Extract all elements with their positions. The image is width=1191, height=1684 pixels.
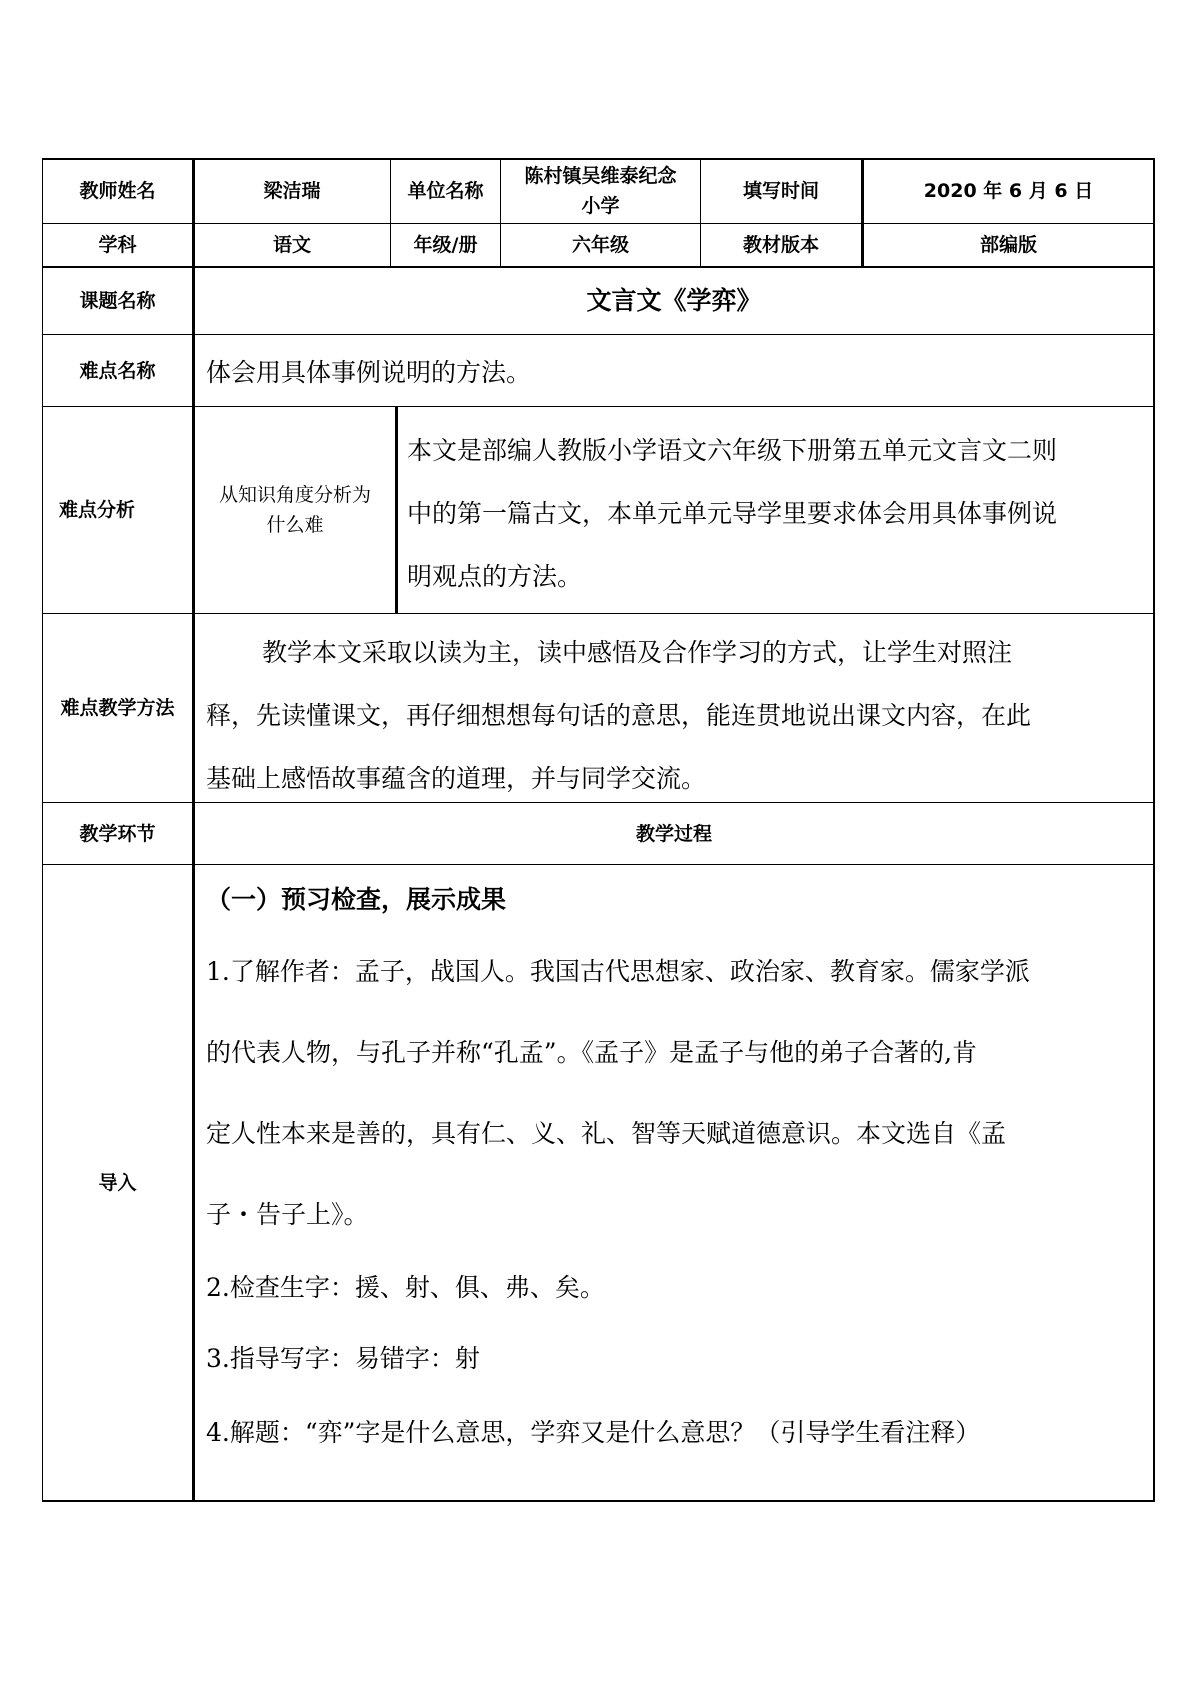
subject-value: 语文 — [272, 234, 311, 256]
intro-text-line: 4.解题：“弈”字是什么意思，学弈又是什么意思？（引导学生看注释） — [206, 1418, 981, 1447]
table-rule — [1153, 158, 1155, 1502]
analysis-sub-label-line: 从知识角度分析为 — [218, 484, 371, 506]
intro-text-line: 的代表人物，与孔子并称“孔孟”。《孟子》是孟子与他的弟子合著的,肯 — [206, 1038, 978, 1067]
teacher-name-label: 教师姓名 — [79, 180, 156, 202]
method-text-line: 教学本文采取以读为主，读中感悟及合作学习的方式，让学生对照注 — [262, 638, 1013, 667]
unit-name-value — [501, 159, 700, 223]
intro-text-line: 子・告子上》。 — [206, 1200, 369, 1229]
analysis-text-line: 明观点的方法。 — [407, 562, 583, 591]
intro-label: 导入 — [98, 1171, 137, 1194]
difficulty-value: 体会用具体事例说明的方法。 — [206, 357, 532, 387]
difficulty-label: 难点名称 — [79, 359, 156, 382]
grade-label: 年级/册 — [413, 234, 478, 256]
intro-text-line: 2.检查生字：援、射、俱、弗、矣。 — [206, 1273, 605, 1302]
table-rule — [395, 406, 398, 614]
table-rule — [42, 1500, 1155, 1502]
process-label: 教学过程 — [635, 822, 712, 845]
method-text-line: 基础上感悟故事蕴含的道理，并与同学交流。 — [206, 764, 707, 793]
unit-name-label: 单位名称 — [407, 180, 484, 202]
unit-name-line: 陈村镇吴维泰纪念 — [524, 165, 677, 187]
unit-name-line: 小学 — [581, 195, 620, 217]
method-label: 难点教学方法 — [60, 697, 175, 719]
analysis-text-line: 本文是部编人教版小学语文六年级下册第五单元文言文二则 — [407, 436, 1058, 465]
topic-value: 文言文《学弈》 — [586, 286, 762, 315]
analysis-sub-label-line: 什么难 — [266, 514, 324, 536]
analysis-label: 难点分析 — [58, 499, 135, 521]
topic-label: 课题名称 — [79, 290, 156, 312]
grade-value: 六年级 — [571, 234, 629, 256]
intro-text-line: 定人性本来是善的，具有仁、义、礼、智等天赋道德意识。本文选自《孟 — [206, 1119, 1007, 1148]
intro-text-line: 1.了解作者：孟子，战国人。我国古代思想家、政治家、教育家。儒家学派 — [206, 957, 1030, 986]
teacher-name-value: 梁洁瑞 — [263, 180, 321, 202]
table-rule — [42, 864, 1155, 865]
analysis-sub-label — [195, 407, 395, 613]
edition-value: 部编版 — [979, 234, 1037, 256]
intro-heading: （一）预习检查，展示成果 — [206, 885, 507, 914]
fill-date-value: 2020 年 6 月 6 日 — [923, 180, 1094, 202]
subject-label: 学科 — [98, 234, 137, 256]
fill-date-label: 填写时间 — [742, 180, 819, 202]
method-text-line: 释，先读懂课文，再仔细想想每句话的意思，能连贯地说出课文内容，在此 — [206, 701, 1032, 730]
stage-label: 教学环节 — [79, 822, 156, 845]
edition-label: 教材版本 — [742, 234, 819, 256]
analysis-text-line: 中的第一篇古文，本单元单元导学里要求体会用具体事例说 — [407, 499, 1058, 528]
intro-text-line: 3.指导写字：易错字：射 — [206, 1344, 480, 1373]
table-rule — [42, 613, 1155, 614]
